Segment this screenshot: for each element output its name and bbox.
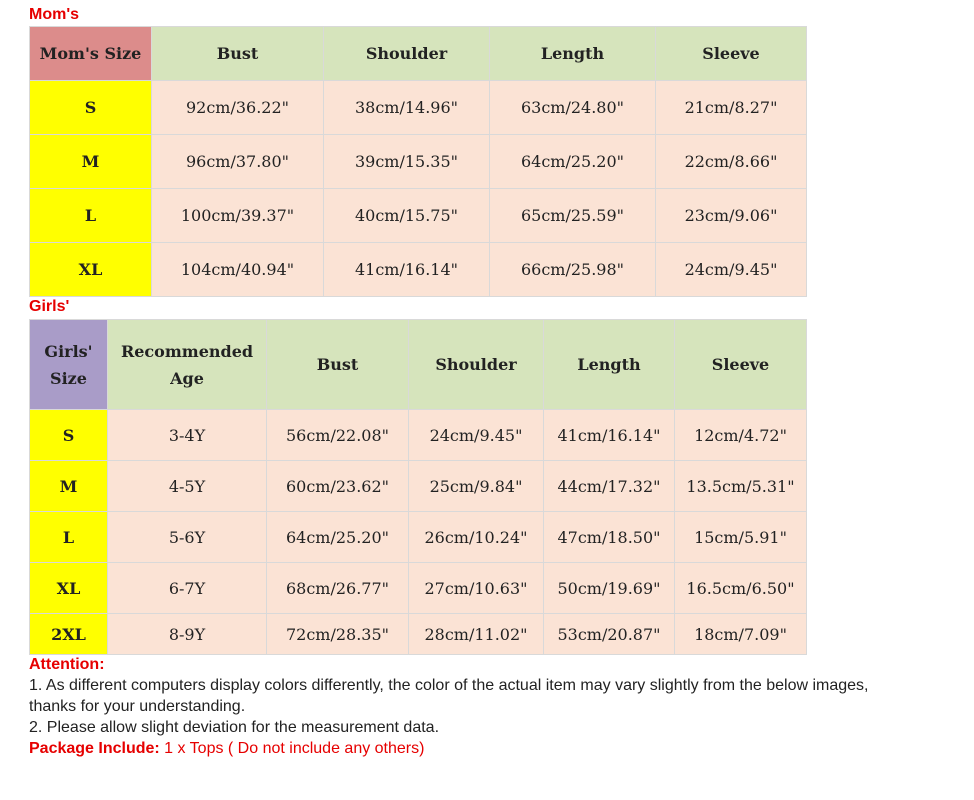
shoulder-cell: 38cm/14.96": [324, 81, 490, 135]
length-cell: 47cm/18.50": [544, 512, 675, 563]
length-cell: 63cm/24.80": [490, 81, 656, 135]
girls-section-title: Girls': [29, 298, 70, 315]
table-row: [30, 614, 807, 655]
length-cell: 53cm/20.87": [544, 614, 675, 655]
length-cell: 65cm/25.59": [490, 189, 656, 243]
shoulder-cell: 28cm/11.02": [409, 614, 544, 655]
age-cell: 4-5Y: [108, 461, 267, 512]
moms-size-table: [29, 26, 807, 297]
shoulder-cell: 25cm/9.84": [409, 461, 544, 512]
bust-cell: 56cm/22.08": [267, 410, 409, 461]
moms-header-size: Mom's Size: [30, 27, 152, 81]
size-cell: M: [30, 461, 108, 512]
note-line-1b: thanks for your understanding.: [29, 698, 246, 715]
sleeve-cell: 18cm/7.09": [675, 614, 807, 655]
sleeve-cell: 22cm/8.66": [656, 135, 807, 189]
girls-header-bust: Bust: [267, 320, 409, 410]
bust-cell: 92cm/36.22": [152, 81, 324, 135]
girls-header-size-line2: Size: [50, 368, 87, 388]
bust-cell: 96cm/37.80": [152, 135, 324, 189]
bust-cell: 68cm/26.77": [267, 563, 409, 614]
table-row: [30, 461, 807, 512]
sleeve-cell: 12cm/4.72": [675, 410, 807, 461]
moms-header-shoulder: Shoulder: [324, 27, 490, 81]
shoulder-cell: 41cm/16.14": [324, 243, 490, 297]
bust-cell: 64cm/25.20": [267, 512, 409, 563]
length-cell: 50cm/19.69": [544, 563, 675, 614]
bust-cell: 104cm/40.94": [152, 243, 324, 297]
shoulder-cell: 39cm/15.35": [324, 135, 490, 189]
moms-header-sleeve: Sleeve: [656, 27, 807, 81]
sleeve-cell: 24cm/9.45": [656, 243, 807, 297]
package-label: Package Include:: [29, 740, 160, 757]
bust-cell: 100cm/39.37": [152, 189, 324, 243]
sleeve-cell: 13.5cm/5.31": [675, 461, 807, 512]
note-line-2: 2. Please allow slight deviation for the measurement data.: [29, 719, 440, 736]
sleeve-cell: 15cm/5.91": [675, 512, 807, 563]
length-cell: 66cm/25.98": [490, 243, 656, 297]
table-row: [30, 135, 807, 189]
age-cell: 5-6Y: [108, 512, 267, 563]
shoulder-cell: 24cm/9.45": [409, 410, 544, 461]
girls-header-age-line1: Recommended: [120, 341, 254, 361]
age-cell: 6-7Y: [108, 563, 267, 614]
moms-header-length: Length: [490, 27, 656, 81]
size-cell: S: [30, 410, 108, 461]
note-line-1: 1. As different computers display colors differently, the color of the actual item may vary slightly from the below images,: [29, 677, 869, 694]
sleeve-cell: 21cm/8.27": [656, 81, 807, 135]
sleeve-cell: 23cm/9.06": [656, 189, 807, 243]
moms-header-bust: Bust: [152, 27, 324, 81]
moms-section-title: Mom's: [29, 6, 80, 23]
girls-header-sleeve: Sleeve: [675, 320, 807, 410]
sleeve-cell: 16.5cm/6.50": [675, 563, 807, 614]
table-row: [30, 189, 807, 243]
size-cell: L: [30, 189, 152, 243]
girls-header-shoulder: Shoulder: [409, 320, 544, 410]
size-cell: XL: [30, 563, 108, 614]
girls-header-age-line2: Age: [170, 368, 204, 388]
table-row: [30, 410, 807, 461]
girls-header-size: [30, 320, 108, 410]
age-cell: 3-4Y: [108, 410, 267, 461]
girls-header-length: Length: [544, 320, 675, 410]
age-cell: 8-9Y: [108, 614, 267, 655]
notes-block: [29, 654, 869, 759]
size-cell: M: [30, 135, 152, 189]
size-cell: 2XL: [30, 614, 108, 655]
attention-label: Attention:: [29, 656, 105, 673]
shoulder-cell: 27cm/10.63": [409, 563, 544, 614]
girls-size-table: [29, 319, 807, 655]
bust-cell: 72cm/28.35": [267, 614, 409, 655]
bust-cell: 60cm/23.62": [267, 461, 409, 512]
table-row: [30, 563, 807, 614]
girls-header-size-line1: Girls': [44, 341, 93, 361]
girls-header-age: [108, 320, 267, 410]
table-row: [30, 81, 807, 135]
package-line: [29, 738, 869, 759]
size-cell: L: [30, 512, 108, 563]
length-cell: 44cm/17.32": [544, 461, 675, 512]
size-cell: XL: [30, 243, 152, 297]
table-row: [30, 512, 807, 563]
package-value: 1 x Tops ( Do not include any others): [159, 740, 425, 757]
table-row: [30, 243, 807, 297]
length-cell: 64cm/25.20": [490, 135, 656, 189]
shoulder-cell: 26cm/10.24": [409, 512, 544, 563]
shoulder-cell: 40cm/15.75": [324, 189, 490, 243]
size-cell: S: [30, 81, 152, 135]
length-cell: 41cm/16.14": [544, 410, 675, 461]
